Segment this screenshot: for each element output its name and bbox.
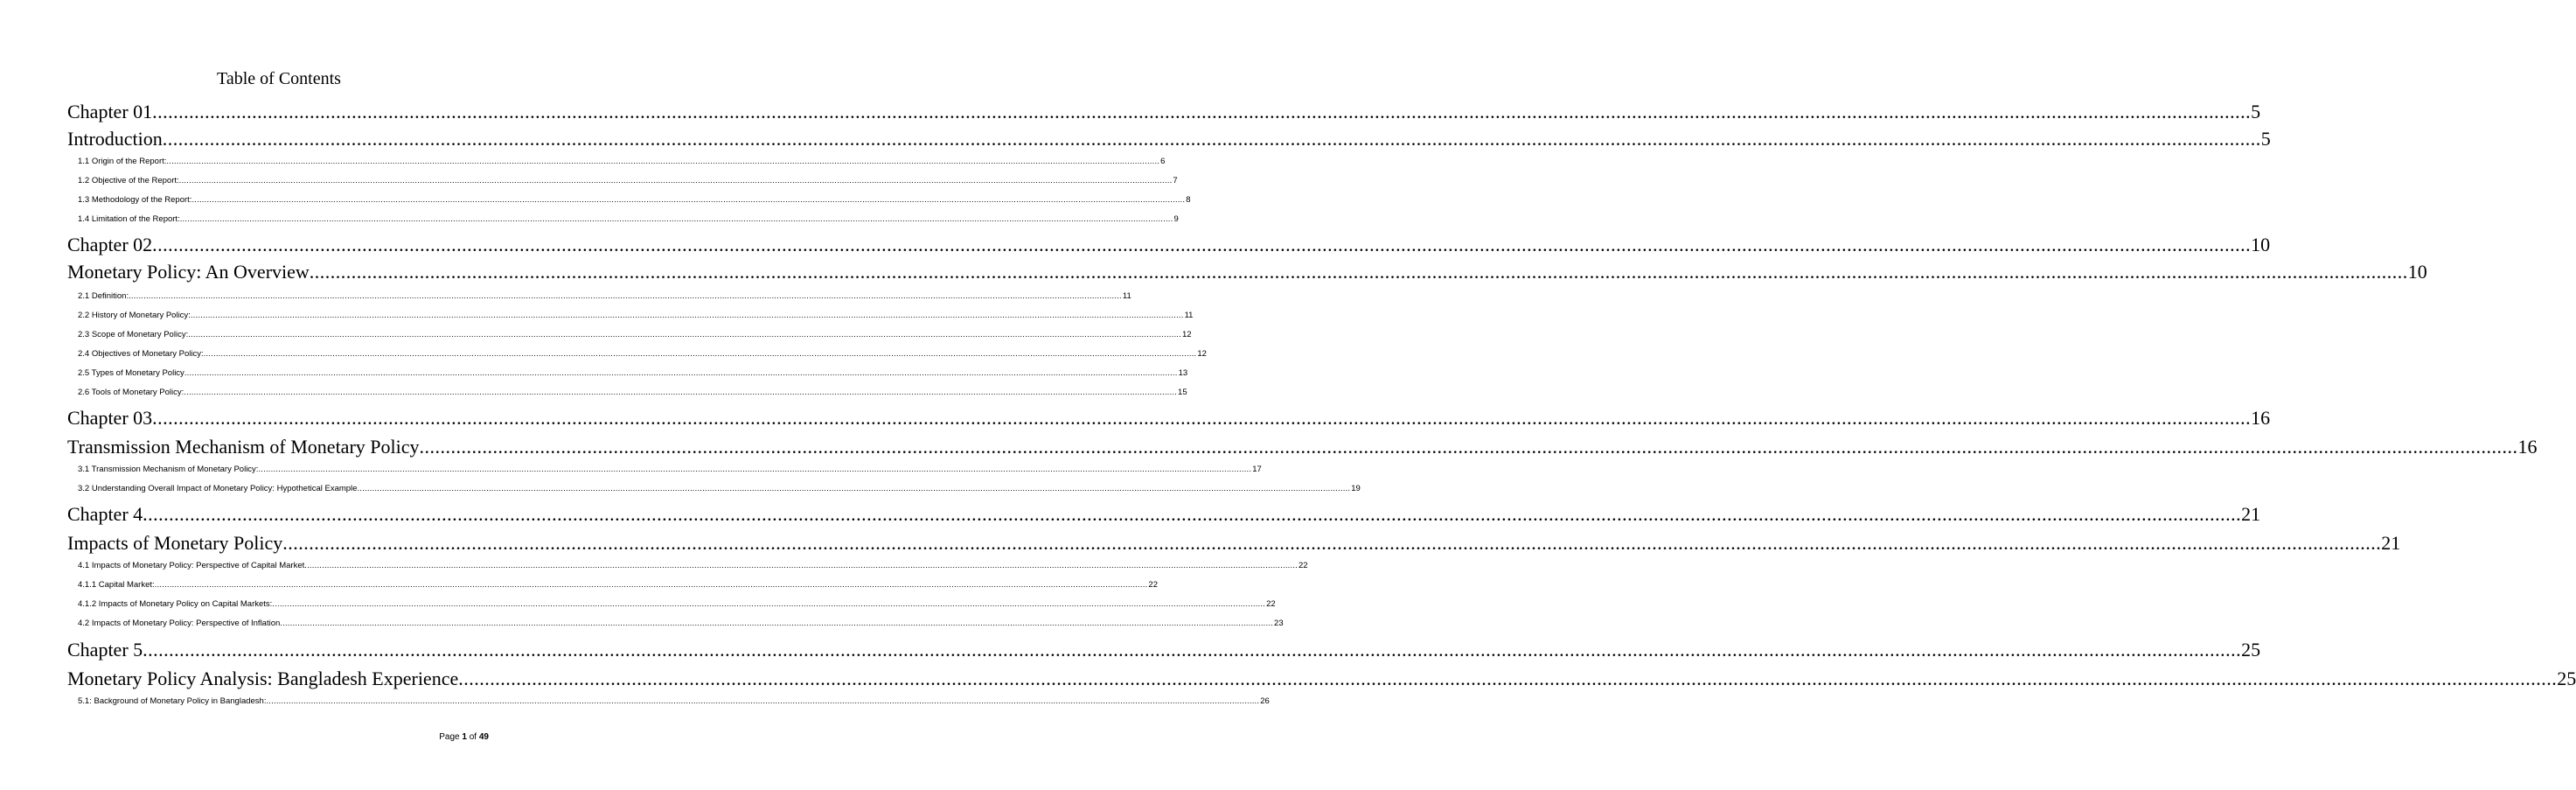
toc-entry-label: 4.1 Impacts of Monetary Policy: Perspective of Capital Market [78, 561, 305, 570]
page-total: 49 [478, 732, 489, 742]
dot-leader: ................................................................................................................................................................................................................................................................................................................................................................................................................ [188, 330, 1181, 339]
dot-leader: ................................................................................................................................................................................................................................................................................................................................................................................................................ [129, 291, 1122, 301]
toc-entry-label: Chapter 5 [67, 639, 143, 661]
dot-leader: ................................................................................................................................................................................................................................................................................................................................................................................................................ [266, 696, 1260, 706]
dot-leader: ................................................................................................................................................................................................................................................................................................................................................................................................................ [304, 561, 1298, 570]
dot-leader: ................................................................................................................................................................................................................................................................................................................................................................................................................ [258, 465, 1252, 474]
toc-entry-page: 19 [1351, 484, 1361, 493]
toc-entry-label: 2.3 Scope of Monetary Policy: [78, 330, 189, 339]
toc-entry-1-3[interactable] [78, 195, 1191, 206]
toc-entry-page: 17 [1252, 465, 1262, 474]
dot-leader: ................................................................................................................................................................................................................................................................................................................................................................................................................ [309, 261, 2408, 283]
toc-entry-label: Chapter 02 [67, 234, 153, 255]
dot-leader: ................................................................................................................................................................................................................................................................................................................................................................................................................ [179, 214, 1173, 224]
toc-entry-page: 13 [1178, 368, 1188, 378]
dot-leader: ................................................................................................................................................................................................................................................................................................................................................................................................................ [152, 407, 2252, 429]
toc-entry-label: Impacts of Monetary Policy [67, 532, 283, 554]
toc-entry-label: 4.1.2 Impacts of Monetary Policy on Capital Markets: [78, 599, 273, 609]
toc-entry-page: 12 [1197, 349, 1207, 359]
dot-leader: ................................................................................................................................................................................................................................................................................................................................................................................................................ [203, 349, 1197, 359]
toc-entry-page: 22 [1298, 561, 1308, 570]
toc-entry-page: 16 [2517, 436, 2538, 458]
toc-entry-label: Transmission Mechanism of Monetary Policy [67, 436, 420, 458]
toc-entry-page: 22 [1266, 599, 1276, 609]
toc-entry-introduction[interactable] [67, 128, 2271, 150]
toc-entry-3-2[interactable] [78, 484, 1361, 494]
dot-leader: ................................................................................................................................................................................................................................................................................................................................................................................................................ [152, 101, 2252, 122]
toc-entry-page: 21 [2241, 503, 2261, 525]
dot-leader: ................................................................................................................................................................................................................................................................................................................................................................................................................ [143, 503, 2242, 525]
toc-entry-4-1[interactable] [78, 561, 1308, 571]
toc-entry-label: 2.5 Types of Monetary Policy [78, 368, 184, 378]
page-footer [439, 732, 489, 743]
toc-entry-page: 9 [1173, 214, 1179, 224]
toc-entry-chapter-02[interactable] [67, 234, 2271, 256]
toc-entry-page: 7 [1173, 176, 1178, 185]
toc-entry-label: 1.1 Origin of the Report: [78, 157, 167, 166]
toc-entry-chapter-03[interactable] [67, 407, 2271, 430]
toc-entry-monetary-policy-overview[interactable] [67, 261, 2427, 283]
toc-entry-2-2[interactable] [78, 311, 1194, 321]
toc-entry-page: 10 [2407, 261, 2427, 283]
dot-leader: ................................................................................................................................................................................................................................................................................................................................................................................................................ [166, 157, 1160, 166]
toc-entry-chapter-5[interactable] [67, 639, 2261, 661]
toc-entry-1-1[interactable] [78, 157, 1166, 167]
toc-entry-label: 2.6 Tools of Monetary Policy: [78, 388, 184, 397]
toc-entry-2-6[interactable] [78, 388, 1187, 398]
toc-entry-2-5[interactable] [78, 368, 1188, 379]
toc-entry-3-1[interactable] [78, 465, 1262, 475]
toc-entry-2-3[interactable] [78, 330, 1192, 340]
toc-entry-page: 22 [1148, 580, 1158, 590]
page-of: of [469, 732, 477, 742]
toc-entry-page: 21 [2381, 532, 2401, 554]
toc-entry-label: Monetary Policy: An Overview [67, 261, 310, 283]
toc-entry-chapter-01[interactable] [67, 101, 2261, 123]
toc-entry-label: Monetary Policy Analysis: Bangladesh Experience [67, 668, 459, 689]
toc-entry-transmission-mechanism[interactable] [67, 436, 2538, 458]
toc-entry-page: 12 [1181, 330, 1192, 339]
toc-entry-label: 1.2 Objective of the Report: [78, 176, 179, 185]
toc-entry-label: 2.1 Definition: [78, 291, 129, 301]
dot-leader: ................................................................................................................................................................................................................................................................................................................................................................................................................ [280, 619, 1274, 628]
toc-entry-page: 15 [1178, 388, 1187, 397]
dot-leader: ................................................................................................................................................................................................................................................................................................................................................................................................................ [184, 388, 1178, 397]
toc-entry-page: 10 [2251, 234, 2271, 255]
toc-entry-chapter-4[interactable] [67, 503, 2261, 526]
toc-entry-4-1-1[interactable] [78, 580, 1158, 591]
toc-entry-bangladesh-experience[interactable] [67, 668, 2576, 690]
toc-entry-page: 26 [1260, 696, 1270, 706]
toc-entry-page: 11 [1122, 291, 1131, 301]
toc-entry-label: 4.2 Impacts of Monetary Policy: Perspective of Inflation [78, 619, 281, 628]
toc-entry-page: 25 [2557, 668, 2576, 689]
toc-entry-page: 25 [2241, 639, 2261, 661]
toc-entry-2-4[interactable] [78, 349, 1207, 360]
toc-entry-page: 8 [1186, 195, 1191, 205]
dot-leader: ................................................................................................................................................................................................................................................................................................................................................................................................................ [178, 176, 1173, 185]
toc-entry-page: 5 [2251, 101, 2261, 122]
toc-entry-page: 11 [1184, 311, 1194, 320]
toc-entry-impacts-of-monetary-policy[interactable] [67, 532, 2401, 555]
dot-leader: ................................................................................................................................................................................................................................................................................................................................................................................................................ [191, 195, 1186, 205]
toc-entry-label: Chapter 4 [67, 503, 143, 525]
toc-entry-label: 2.4 Objectives of Monetary Policy: [78, 349, 204, 359]
toc-entry-label: 4.1.1 Capital Market: [78, 580, 155, 590]
page-label: Page [439, 732, 460, 742]
page-current: 1 [462, 732, 467, 742]
toc-entry-4-2[interactable] [78, 619, 1284, 629]
toc-entry-page: 6 [1160, 157, 1166, 166]
toc-entry-label: 2.2 History of Monetary Policy: [78, 311, 191, 320]
dot-leader: ................................................................................................................................................................................................................................................................................................................................................................................................................ [357, 484, 1351, 493]
dot-leader: ................................................................................................................................................................................................................................................................................................................................................................................................................ [190, 311, 1184, 320]
dot-leader: ................................................................................................................................................................................................................................................................................................................................................................................................................ [419, 436, 2518, 458]
dot-leader: ................................................................................................................................................................................................................................................................................................................................................................................................................ [184, 368, 1178, 378]
dot-leader: ................................................................................................................................................................................................................................................................................................................................................................................................................ [143, 639, 2242, 661]
toc-entry-4-1-2[interactable] [78, 599, 1276, 610]
dot-leader: ................................................................................................................................................................................................................................................................................................................................................................................................................ [154, 580, 1148, 590]
dot-leader: ................................................................................................................................................................................................................................................................................................................................................................................................................ [458, 668, 2558, 689]
toc-entry-page: 5 [2260, 128, 2271, 150]
toc-title: Table of Contents [217, 69, 341, 88]
dot-leader: ................................................................................................................................................................................................................................................................................................................................................................................................................ [162, 128, 2261, 150]
toc-entry-label: 5.1: Background of Monetary Policy in Bangladesh: [78, 696, 267, 706]
toc-entry-label: 3.1 Transmission Mechanism of Monetary Policy: [78, 465, 259, 474]
toc-entry-label: Introduction [67, 128, 163, 150]
toc-entry-1-2[interactable] [78, 176, 1178, 186]
dot-leader: ................................................................................................................................................................................................................................................................................................................................................................................................................ [282, 532, 2382, 554]
toc-entry-1-4[interactable] [78, 214, 1179, 225]
dot-leader: ................................................................................................................................................................................................................................................................................................................................................................................................................ [272, 599, 1266, 609]
toc-entry-label: 1.3 Methodology of the Report: [78, 195, 192, 205]
toc-entry-label: Chapter 03 [67, 407, 153, 429]
toc-entry-label: Chapter 01 [67, 101, 153, 122]
toc-entry-page: 23 [1274, 619, 1284, 628]
toc-entry-page: 16 [2251, 407, 2271, 429]
toc-entry-label: 3.2 Understanding Overall Impact of Monetary Policy: Hypothetical Example [78, 484, 358, 493]
toc-entry-2-1[interactable] [78, 291, 1131, 302]
toc-entry-label: 1.4 Limitation of the Report: [78, 214, 180, 224]
toc-entry-5-1[interactable] [78, 696, 1270, 707]
dot-leader: ................................................................................................................................................................................................................................................................................................................................................................................................................ [152, 234, 2252, 255]
